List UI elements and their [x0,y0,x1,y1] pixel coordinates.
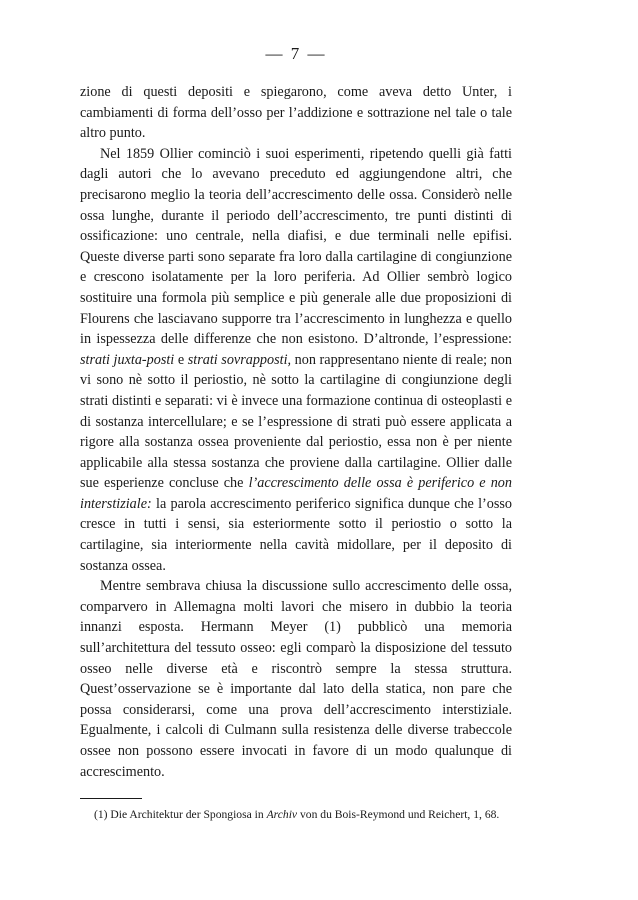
footnote-divider [80,798,142,799]
text-run: Mentre sembrava chiusa la discussione sullo accrescimento delle ossa, comparvero in Allemagna molti lavori che misero in dubbio la teoria innanzi esposta. Hermann Meyer (1) pubblicò una memoria sull’architettura del tessuto osseo: egli comparò la disposizione del tessuto osseo nelle diverse età e riscontrò sempre la stessa struttura. Quest’osservazione se è importante dal lato della statica, non pare che possa considerarsi, come una prova dell’accrescimento interstiziale. Egualmente, i calcoli di Culmann sulla resistenza delle diverse trabeccole ossee non possono essere invocati in favore di un modo qualunque di accrescimento. [80,578,512,780]
text-run: Nel 1859 Ollier cominciò i suoi esperimenti, ripetendo quelli già fatti dagli autori che lo avevano preceduto ed aggiungendone altri, che precisarono meglio la teoria dell’accrescimento delle ossa. Considerò nelle ossa lunghe, durante il periodo dell’accrescimento, tre punti distinti di ossificazione: uno centrale, nella diafisi, e due terminali nelle epifisi. Queste diverse parti sono separate fra loro dalla cartilagine di congiunzione e crescono isolatamente per la loro periferia. Ad Ollier sembrò logico sostituire una formola più semplice e più generale alle due proposizioni di Flourens che lasciavano supporre tra l’accrescimento in lunghezza e quello in ispessezza delle differenze che non esistono. D’altronde, l’espressione: [80,145,512,348]
footnote [80,807,512,823]
body-text [80,82,512,782]
text-run: zione di questi depositi e spiegarono, come aveva detto Unter, i cambiamenti di forma dell’osso per l’addizione e sottrazione nel tale o tale altro punto. [80,84,512,142]
paragraph [80,576,512,782]
text-run: e [174,351,188,368]
italic-text: strati sovrapposti, [187,351,292,368]
page [80,40,512,823]
paragraph [80,144,512,576]
italic-text: Archiv [266,808,298,822]
text-run: (1) Die Architektur der Spongiosa in [94,808,267,822]
text-run: la parola accrescimento periferico significa dunque che l’osso cresce in tutti i sensi, sia esteriormente sotto il periostio o sotto la cartilagine, sia interiormente nella cavità midollare, per il deposito di sostanza ossea. [80,495,512,574]
paragraph [80,82,512,144]
italic-text: strati juxta-posti [80,351,175,368]
page-number: — 7 — [265,44,327,63]
text-run: von du Bois-Reymond und Reichert, 1, 68. [297,808,500,822]
italic-text: l’accrescimento delle ossa è periferico e non interstiziale: [80,475,512,512]
text-run: non rappresentano niente di reale; non vi sono nè sotto il periostio, nè sotto la cartilagine di congiunzione degli strati distinti e separati: vi è invece una formazione continua di osteoplasti e di sostanza intercellulare; e se l’espressione di strati può essere applicata a rigore alla sostanza ossea proveniente dal periostio, essa non è per niente applicabile alla stessa sostanza che proviene dalla cartilagine. Ollier dalle sue esperienze concluse che [80,351,512,492]
